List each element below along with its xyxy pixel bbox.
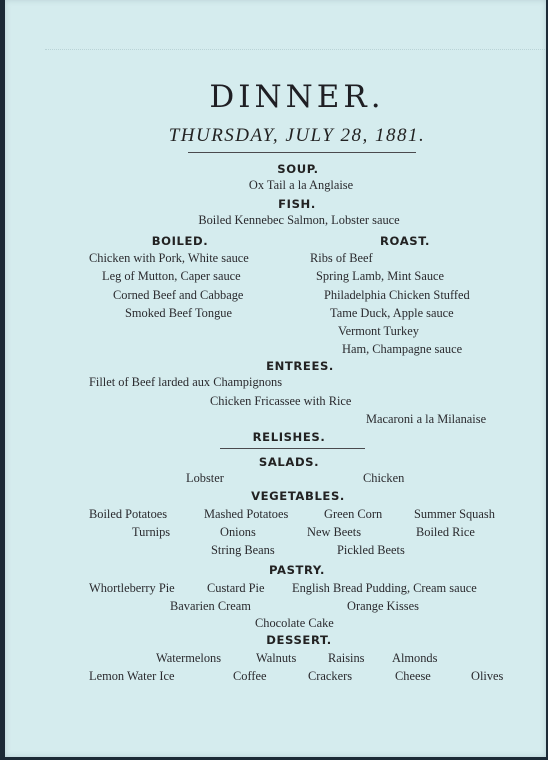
menu-item: Pickled Beets <box>337 543 405 557</box>
menu-item: Bavarien Cream <box>170 599 251 613</box>
menu-item: Orange Kisses <box>347 599 419 613</box>
menu-item: Spring Lamb, Mint Sauce <box>316 269 445 283</box>
menu-item: Cheese <box>395 669 431 683</box>
menu-item: Mashed Potatoes <box>204 507 289 521</box>
menu-item: Walnuts <box>256 651 297 665</box>
menu-item: Macaroni a la Milanaise <box>366 412 487 426</box>
menu-item: Lemon Water Ice <box>89 669 175 683</box>
menu-item: Fillet of Beef larded aux Champignons <box>89 375 283 389</box>
menu-item: Tame Duck, Apple sauce <box>330 306 454 320</box>
heading-soup: SOUP. <box>277 162 319 176</box>
title-rule <box>188 152 416 153</box>
menu-item: Boiled Kennebec Salmon, Lobster sauce <box>198 213 400 227</box>
heading-relishes: RELISHES. <box>252 430 326 444</box>
heading-pastry: PASTRY. <box>268 563 326 577</box>
menu-item: Raisins <box>328 651 365 665</box>
menu-item: Summer Squash <box>414 507 495 521</box>
menu-item: Almonds <box>392 651 438 665</box>
relishes-rule <box>220 448 365 449</box>
menu-item: Turnips <box>132 525 171 539</box>
menu-title: DINNER. <box>209 79 385 115</box>
heading-salads: SALADS. <box>258 455 320 469</box>
menu-item: Chicken Fricassee with Rice <box>210 394 352 408</box>
menu-item: Philadelphia Chicken Stuffed <box>324 288 470 302</box>
menu-item: Leg of Mutton, Caper sauce <box>102 269 241 283</box>
menu-item: Onions <box>220 525 256 539</box>
menu-item: Boiled Rice <box>416 525 475 539</box>
menu-item: Watermelons <box>156 651 222 665</box>
heading-roast: ROAST. <box>380 234 430 248</box>
menu-item: New Beets <box>307 525 362 539</box>
perforation-line <box>45 49 545 50</box>
heading-boiled: BOILED. <box>151 234 209 248</box>
heading-vegetables: VEGETABLES. <box>251 489 345 503</box>
menu-item: Ox Tail a la Anglaise <box>248 178 354 192</box>
menu-item: Vermont Turkey <box>338 324 419 338</box>
menu-item: Whortleberry Pie <box>89 581 175 595</box>
menu-item: Chicken <box>363 471 405 485</box>
menu-item: English Bread Pudding, Cream sauce <box>292 581 477 595</box>
heading-fish: FISH. <box>278 197 316 211</box>
menu-item: Ribs of Beef <box>310 251 373 265</box>
menu-item: Olives <box>471 669 504 683</box>
heading-dessert: DESSERT. <box>266 633 332 647</box>
heading-entrees: ENTREES. <box>266 359 334 373</box>
menu-item: Ham, Champagne sauce <box>342 342 463 356</box>
menu-item: Chocolate Cake <box>255 616 334 630</box>
menu-item: Lobster <box>186 471 224 485</box>
menu-item: Smoked Beef Tongue <box>125 306 232 320</box>
menu-item: String Beans <box>211 543 275 557</box>
menu-item: Corned Beef and Cabbage <box>113 288 244 302</box>
menu-date: THURSDAY, JULY 28, 1881. <box>168 125 426 146</box>
menu-item: Chicken with Pork, White sauce <box>89 251 249 265</box>
menu-item: Coffee <box>233 669 267 683</box>
menu-card <box>5 0 546 757</box>
menu-item: Green Corn <box>324 507 383 521</box>
menu-item: Crackers <box>308 669 353 683</box>
menu-item: Custard Pie <box>207 581 265 595</box>
menu-item: Boiled Potatoes <box>89 507 168 521</box>
